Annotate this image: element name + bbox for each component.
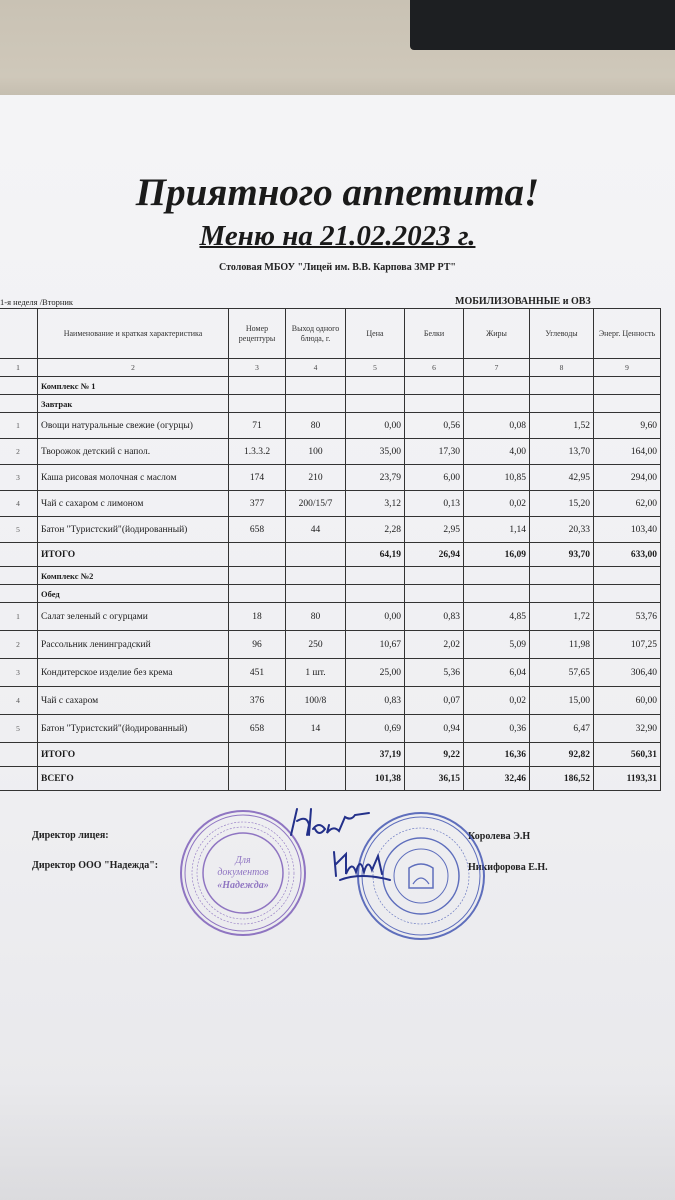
empty-cell (286, 585, 346, 603)
item-protein: 0,83 (405, 603, 464, 631)
menu-date-heading (0, 220, 675, 253)
empty-cell (0, 743, 38, 767)
item-portion: 1 шт. (286, 659, 346, 687)
empty-cell (346, 567, 405, 585)
item-n: 1 (0, 413, 38, 439)
lunch-row-label: Обед (38, 585, 229, 603)
item-name: Батон "Туристский"(йодированный) (38, 715, 229, 743)
item-protein: 0,07 (405, 687, 464, 715)
empty-cell (229, 395, 286, 413)
item-recipe: 658 (229, 715, 286, 743)
item-price: 35,00 (346, 439, 405, 465)
item-name: Кондитерское изделие без крема (38, 659, 229, 687)
grand-total-row-fat: 32,46 (464, 767, 530, 791)
empty-cell (286, 377, 346, 395)
item-name: Каша рисовая молочная с маслом (38, 465, 229, 491)
complex-1-row (0, 377, 661, 395)
breakfast-row-label: Завтрак (38, 395, 229, 413)
empty-cell (0, 543, 38, 567)
column-number-cell: 9 (594, 359, 661, 377)
item-protein: 0,56 (405, 413, 464, 439)
empty-cell (594, 567, 661, 585)
header-cell (0, 309, 38, 359)
item-carbs: 6,47 (530, 715, 594, 743)
menu-item-row (0, 465, 661, 491)
empty-cell (286, 743, 346, 767)
item-portion: 44 (286, 517, 346, 543)
header-cell: Энерг. Ценность (594, 309, 661, 359)
item-price: 2,28 (346, 517, 405, 543)
item-n: 3 (0, 659, 38, 687)
empty-cell (346, 377, 405, 395)
item-protein: 0,94 (405, 715, 464, 743)
item-name: Салат зеленый с огурцами (38, 603, 229, 631)
total-1-row-fat: 16,09 (464, 543, 530, 567)
laptop-corner (410, 0, 675, 50)
item-price: 0,83 (346, 687, 405, 715)
item-fat: 4,85 (464, 603, 530, 631)
total-2-row-energy: 560,31 (594, 743, 661, 767)
total-1-row-price: 64,19 (346, 543, 405, 567)
menu-item-row (0, 603, 661, 631)
diet-category-label: МОБИЛИЗОВАННЫЕ и ОВЗ (455, 296, 591, 307)
item-carbs: 13,70 (530, 439, 594, 465)
week-day-label: 1-я неделя /Вторник (0, 297, 74, 307)
empty-cell (346, 585, 405, 603)
header-cell: Выход одного блюда, г. (286, 309, 346, 359)
empty-cell (594, 377, 661, 395)
item-fat: 5,09 (464, 631, 530, 659)
empty-cell (229, 377, 286, 395)
total-2-row-label: ИТОГО (38, 743, 229, 767)
empty-cell (229, 767, 286, 791)
item-recipe: 71 (229, 413, 286, 439)
empty-cell (0, 767, 38, 791)
item-price: 0,00 (346, 603, 405, 631)
empty-cell (346, 395, 405, 413)
empty-cell (464, 377, 530, 395)
purple-stamp-line3: «Надежда» (217, 880, 269, 891)
empty-cell (405, 395, 464, 413)
item-fat: 6,04 (464, 659, 530, 687)
table-header-row (0, 309, 661, 359)
paper-shadow (0, 1080, 675, 1200)
menu-item-row (0, 413, 661, 439)
item-name: Овощи натуральные свежие (огурцы) (38, 413, 229, 439)
menu-item-row (0, 517, 661, 543)
director-lyceum-label: Директор лицея: (32, 830, 109, 841)
grand-total-row-label: ВСЕГО (38, 767, 229, 791)
total-2-row-fat: 16,36 (464, 743, 530, 767)
item-energy: 32,90 (594, 715, 661, 743)
item-price: 0,69 (346, 715, 405, 743)
lunch-row (0, 585, 661, 603)
header-cell: Цена (346, 309, 405, 359)
item-carbs: 15,20 (530, 491, 594, 517)
empty-cell (286, 543, 346, 567)
menu-item-row (0, 491, 661, 517)
complex-2-row-label: Комплекс №2 (38, 567, 229, 585)
item-protein: 5,36 (405, 659, 464, 687)
item-energy: 62,00 (594, 491, 661, 517)
header-cell: Номер рецептуры (229, 309, 286, 359)
item-n: 4 (0, 687, 38, 715)
item-carbs: 57,65 (530, 659, 594, 687)
column-number-cell: 6 (405, 359, 464, 377)
empty-cell (405, 377, 464, 395)
menu-item-row (0, 631, 661, 659)
empty-cell (286, 767, 346, 791)
column-number-cell: 8 (530, 359, 594, 377)
item-portion: 80 (286, 603, 346, 631)
menu-item-row (0, 715, 661, 743)
item-fat: 0,02 (464, 491, 530, 517)
empty-cell (530, 585, 594, 603)
director-company-label: Директор ООО "Надежда": (32, 860, 159, 871)
item-name: Чай с сахаром с лимоном (38, 491, 229, 517)
item-name: Творожок детский с напол. (38, 439, 229, 465)
empty-cell (229, 585, 286, 603)
empty-cell (530, 377, 594, 395)
column-number-cell: 5 (346, 359, 405, 377)
header-cell: Углеводы (530, 309, 594, 359)
item-recipe: 377 (229, 491, 286, 517)
item-fat: 4,00 (464, 439, 530, 465)
item-energy: 103,40 (594, 517, 661, 543)
item-price: 10,67 (346, 631, 405, 659)
empty-cell (594, 395, 661, 413)
item-n: 1 (0, 603, 38, 631)
purple-stamp-line2: документов (217, 867, 269, 878)
item-n: 3 (0, 465, 38, 491)
item-n: 4 (0, 491, 38, 517)
grand-total-row-carbs: 186,52 (530, 767, 594, 791)
empty-cell (530, 567, 594, 585)
signature-lyceum (285, 795, 375, 845)
header-cell: Жиры (464, 309, 530, 359)
column-number-cell: 7 (464, 359, 530, 377)
item-carbs: 1,72 (530, 603, 594, 631)
item-n: 2 (0, 631, 38, 659)
director-lyceum-name: Королева Э.Н (468, 831, 531, 842)
column-number-cell: 1 (0, 359, 38, 377)
item-carbs: 11,98 (530, 631, 594, 659)
column-number-cell: 3 (229, 359, 286, 377)
menu-item-row (0, 659, 661, 687)
column-number-cell: 4 (286, 359, 346, 377)
item-n: 2 (0, 439, 38, 465)
empty-cell (464, 585, 530, 603)
menu-item-row (0, 439, 661, 465)
canteen-name: Столовая МБОУ "Лицей им. В.В. Карпова ЗМР РТ" (219, 262, 456, 273)
director-company-name: Никифорова Е.Н. (468, 862, 548, 873)
grand-total-row-protein: 36,15 (405, 767, 464, 791)
item-protein: 6,00 (405, 465, 464, 491)
empty-cell (464, 395, 530, 413)
item-n: 5 (0, 715, 38, 743)
item-fat: 0,08 (464, 413, 530, 439)
total-2-row (0, 743, 661, 767)
total-1-row (0, 543, 661, 567)
total-1-row-carbs: 93,70 (530, 543, 594, 567)
item-name: Батон "Туристский"(йодированный) (38, 517, 229, 543)
empty-cell (229, 543, 286, 567)
item-carbs: 42,95 (530, 465, 594, 491)
complex-1-row-label: Комплекс № 1 (38, 377, 229, 395)
item-portion: 100/8 (286, 687, 346, 715)
item-protein: 2,95 (405, 517, 464, 543)
total-1-row-energy: 633,00 (594, 543, 661, 567)
empty-cell (229, 743, 286, 767)
header-cell: Наименование и краткая характеристика (38, 309, 229, 359)
item-price: 25,00 (346, 659, 405, 687)
item-carbs: 20,33 (530, 517, 594, 543)
item-energy: 164,00 (594, 439, 661, 465)
item-price: 0,00 (346, 413, 405, 439)
grand-total-row (0, 767, 661, 791)
item-recipe: 1.3.3.2 (229, 439, 286, 465)
item-price: 23,79 (346, 465, 405, 491)
item-energy: 107,25 (594, 631, 661, 659)
menu-date-text: Меню на 21.02.2023 г. (199, 220, 476, 252)
item-recipe: 376 (229, 687, 286, 715)
menu-item-row (0, 687, 661, 715)
item-price: 3,12 (346, 491, 405, 517)
complex-2-row (0, 567, 661, 585)
total-2-row-carbs: 92,82 (530, 743, 594, 767)
menu-table (0, 308, 661, 791)
item-name: Рассольник ленинградский (38, 631, 229, 659)
empty-cell (405, 567, 464, 585)
item-carbs: 15,00 (530, 687, 594, 715)
empty-cell (0, 585, 38, 603)
empty-cell (0, 567, 38, 585)
total-2-row-protein: 9,22 (405, 743, 464, 767)
empty-cell (0, 395, 38, 413)
item-recipe: 451 (229, 659, 286, 687)
empty-cell (286, 395, 346, 413)
item-protein: 2,02 (405, 631, 464, 659)
page-title: Приятного аппетита! (135, 171, 540, 214)
signature-company (330, 842, 400, 887)
grand-total-row-price: 101,38 (346, 767, 405, 791)
total-2-row-price: 37,19 (346, 743, 405, 767)
total-1-row-label: ИТОГО (38, 543, 229, 567)
empty-cell (594, 585, 661, 603)
item-energy: 60,00 (594, 687, 661, 715)
item-portion: 210 (286, 465, 346, 491)
empty-cell (530, 395, 594, 413)
item-energy: 306,40 (594, 659, 661, 687)
item-protein: 17,30 (405, 439, 464, 465)
item-portion: 80 (286, 413, 346, 439)
item-recipe: 658 (229, 517, 286, 543)
item-fat: 1,14 (464, 517, 530, 543)
item-n: 5 (0, 517, 38, 543)
item-carbs: 1,52 (530, 413, 594, 439)
item-fat: 10,85 (464, 465, 530, 491)
item-fat: 0,36 (464, 715, 530, 743)
item-energy: 294,00 (594, 465, 661, 491)
empty-cell (0, 377, 38, 395)
breakfast-row (0, 395, 661, 413)
item-energy: 53,76 (594, 603, 661, 631)
grand-total-row-energy: 1193,31 (594, 767, 661, 791)
total-1-row-protein: 26,94 (405, 543, 464, 567)
item-portion: 250 (286, 631, 346, 659)
item-fat: 0,02 (464, 687, 530, 715)
empty-cell (286, 567, 346, 585)
item-recipe: 96 (229, 631, 286, 659)
item-portion: 100 (286, 439, 346, 465)
item-protein: 0,13 (405, 491, 464, 517)
item-recipe: 174 (229, 465, 286, 491)
item-recipe: 18 (229, 603, 286, 631)
header-cell: Белки (405, 309, 464, 359)
empty-cell (405, 585, 464, 603)
purple-stamp-line1: Для (235, 855, 251, 866)
item-name: Чай с сахаром (38, 687, 229, 715)
empty-cell (464, 567, 530, 585)
column-number-row (0, 359, 661, 377)
column-number-cell: 2 (38, 359, 229, 377)
item-portion: 14 (286, 715, 346, 743)
empty-cell (229, 567, 286, 585)
item-energy: 9,60 (594, 413, 661, 439)
item-portion: 200/15/7 (286, 491, 346, 517)
